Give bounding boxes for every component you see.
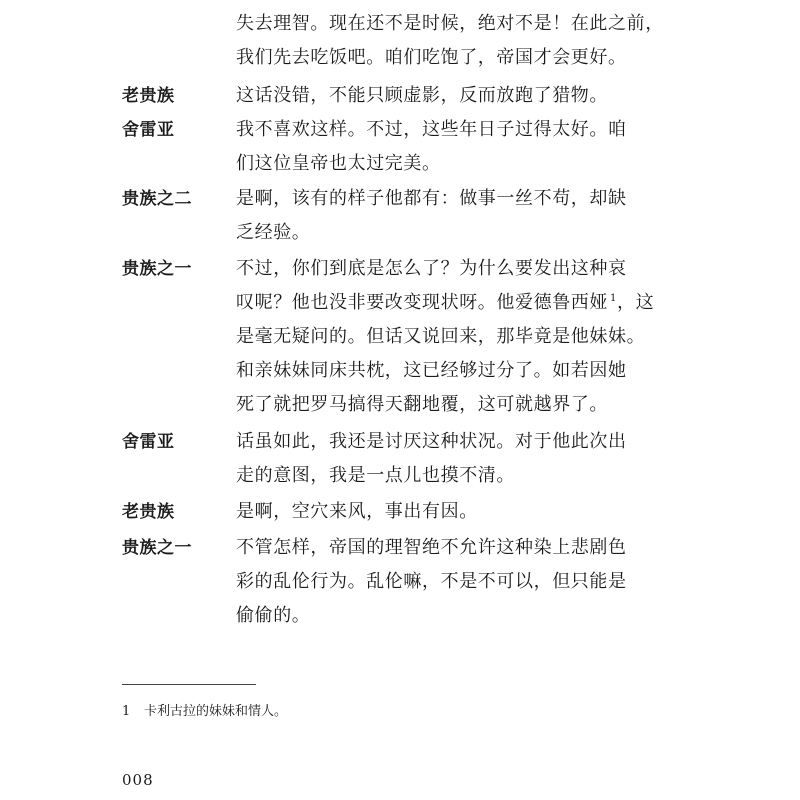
dialogue-line: 是毫无疑问的。但话又说回来，那毕竟是他妹妹。 [236, 326, 646, 347]
speaker-name: 贵族之一 [122, 538, 192, 558]
footnote-text: 卡利古拉的妹妹和情人。 [144, 704, 288, 719]
speaker-name: 老贵族 [122, 86, 175, 106]
footnote-number: 1 [122, 704, 131, 719]
dialogue-line: 我们先去吃饭吧。咱们吃饱了，帝国才会更好。 [236, 47, 627, 68]
dialogue-line: 是啊，空穴来风，事出有因。 [236, 501, 478, 522]
dialogue-line: 这话没错，不能只顾虚影，反而放跑了猎物。 [236, 85, 608, 106]
dialogue-line [236, 291, 654, 315]
speaker-name: 贵族之一 [122, 259, 192, 279]
footnote-divider [122, 684, 256, 685]
dialogue-line: 失去理智。现在还不是时候，绝对不是！在此之前， [236, 13, 664, 34]
dialogue-line: 死了就把罗马搞得天翻地覆，这可就越界了。 [236, 394, 608, 415]
dialogue-line: 乏经验。 [236, 222, 311, 243]
dialogue-line: 彩的乱伦行为。乱伦嘛，不是不可以，但只能是 [236, 571, 627, 592]
speaker-name: 舍雷亚 [122, 120, 175, 140]
dialogue-line-part: ，这 [616, 292, 655, 313]
dialogue-line: 不过，你们到底是怎么了？为什么要发出这种哀 [236, 258, 627, 279]
page-number: 008 [122, 771, 154, 789]
dialogue-line: 我不喜欢这样。不过，这些年日子过得太好。咱 [236, 119, 627, 140]
dialogue-line: 是啊，该有的样子他都有：做事一丝不苟，却缺 [236, 188, 627, 209]
footnote [122, 703, 287, 721]
dialogue-line: 们这位皇帝也太过完美。 [236, 153, 441, 174]
speaker-name: 贵族之二 [122, 189, 192, 209]
dialogue-line: 偷偷的。 [236, 605, 311, 626]
dialogue-line: 不管怎样，帝国的理智绝不允许这种染上悲剧色 [236, 537, 627, 558]
dialogue-line: 话虽如此，我还是讨厌这种状况。对于他此次出 [236, 431, 627, 452]
speaker-name: 老贵族 [122, 502, 175, 522]
dialogue-line: 走的意图，我是一点儿也摸不清。 [236, 465, 515, 486]
dialogue-line-part: 叹呢？他也没非要改变现状呀。他爱德鲁西娅 [236, 292, 608, 313]
speaker-name: 舍雷亚 [122, 432, 175, 452]
footnote-marker: 1 [610, 293, 617, 304]
dialogue-line: 和亲妹妹同床共枕，这已经够过分了。如若因她 [236, 360, 627, 381]
